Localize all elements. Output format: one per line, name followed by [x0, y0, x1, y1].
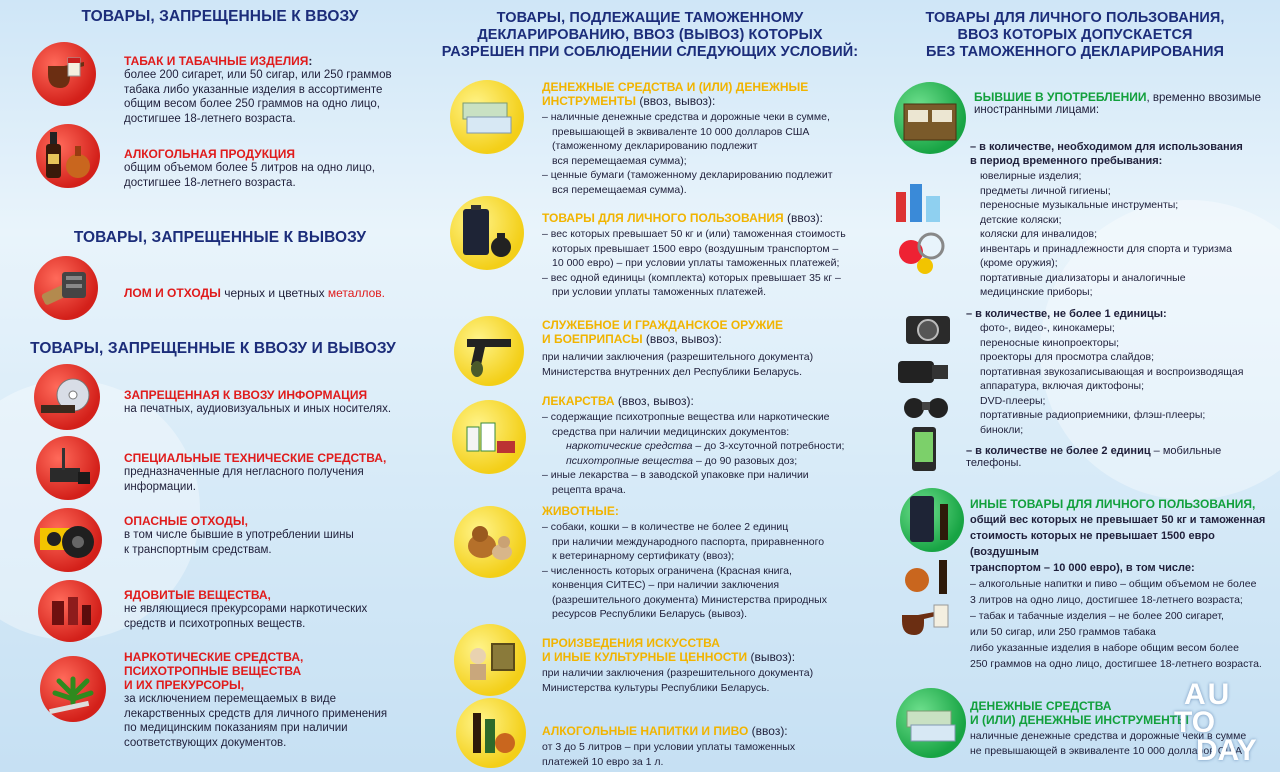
watermark-text: AU — [1184, 678, 1232, 711]
animals-item — [542, 504, 868, 622]
personal-goods-item — [542, 211, 868, 300]
art-mode: (вывоз): — [747, 650, 796, 664]
bottle-icon — [36, 124, 100, 188]
alcohol-text-line: достигшее 18-летнего возраста. — [124, 176, 296, 189]
scrap-metal-icon — [34, 256, 98, 320]
drinks-text-line: от 3 до 5 литров – при условии уплаты таможенных — [542, 741, 796, 753]
one-unit-list-item: портативная звукозаписывающая и воспроизводящая — [980, 365, 1244, 378]
scrap-item — [124, 286, 424, 300]
animals-text-line: (разрешительного документа) Министерства природных — [552, 593, 827, 606]
luggage-icon — [900, 488, 964, 552]
animals-text-line: – численность которых ограничена (Красная книга, — [542, 564, 792, 577]
animals-title: ЖИВОТНЫЕ: — [542, 504, 619, 518]
money-allowed-title-line: И (ИЛИ) ДЕНЕЖНЫЕ ИНСТРУМЕНТЫ — [970, 713, 1189, 727]
money-item — [542, 80, 868, 197]
personal-goods-text-line: при условии уплаты таможенных платежей. — [552, 286, 767, 298]
narcotics-text-line: по медицинским показаниям при наличии — [124, 722, 348, 734]
temporary-stay-list-item: коляски для инвалидов; — [980, 228, 1098, 240]
suitcase-icon — [450, 196, 524, 270]
scrap-text: черных и цветных — [220, 286, 328, 300]
medicines-text-line: средства при наличии медицинских документов: — [552, 425, 790, 438]
tobacco-text-line: общим весом более 250 граммов на одно лицо, — [124, 98, 380, 110]
other-goods-list-item: – алкогольные напитки и пиво – общим объемом не более — [970, 578, 1257, 590]
money-mode: (ввоз, вывоз): — [636, 94, 716, 108]
no-declaration-title-line: БЕЗ ТАМОЖЕННОГО ДЕКЛАРИРОВАНИЯ — [925, 44, 1224, 60]
narcotics-text-line: лекарственных средств для личного применения — [124, 707, 388, 720]
art-item — [542, 636, 868, 695]
used-goods-item — [974, 90, 1274, 116]
weapons-text-line: Министерства внутренних дел Республики Беларусь. — [542, 365, 803, 378]
animals-text-line: ресурсов Республики Беларусь (вывоз). — [552, 608, 748, 620]
temporary-stay-list-item: инвентарь и принадлежности для спорта и туризма — [980, 242, 1232, 255]
animals-icon — [454, 506, 526, 578]
one-unit-list-item: аппаратура, включая диктофоны; — [980, 380, 1145, 392]
heading-import-prohibited: ТОВАРЫ, ЗАПРЕЩЕННЫЕ К ВВОЗУ — [81, 8, 359, 25]
drinks-item — [542, 724, 868, 769]
pistol-icon — [454, 316, 524, 386]
drinks-icon — [456, 698, 526, 768]
temporary-stay-head-line: в период временного пребывания: — [970, 155, 1163, 167]
cosmetics-icon — [890, 184, 950, 224]
pipe-icon — [32, 42, 96, 106]
narcotics-text-line: соответствующих документов. — [124, 736, 287, 749]
money-allowed-text-line: наличные денежные средства и дорожные чеки в сумме — [970, 730, 1247, 742]
bottle-glass-icon — [898, 560, 960, 596]
art-text-line: при наличии заключения (разрешительного документа) — [542, 667, 814, 679]
two-units-text: – мобильные телефоны. — [966, 445, 1222, 469]
weapons-mode: (ввоз, вывоз): — [642, 332, 722, 346]
temporary-stay-list-item: медицинские приборы; — [980, 286, 1093, 298]
alcohol-text-line: общим объемом более 5 литров на одно лицо, — [124, 162, 375, 174]
banknotes-icon — [450, 80, 524, 154]
one-unit-list-item: бинокли; — [980, 423, 1024, 436]
mobile-phone-icon — [904, 426, 944, 474]
temporary-stay-list-item: детские коляски; — [980, 213, 1062, 226]
hazardous-waste-title: ОПАСНЫЕ ОТХОДЫ — [124, 514, 245, 528]
hazardous-waste-text-line: к транспортным средствам. — [124, 543, 272, 556]
narcotics-text-line: за исключением перемещаемых в виде — [124, 693, 336, 705]
heading-export-prohibited: ТОВАРЫ, ЗАПРЕЩЕННЫЕ К ВЫВОЗУ — [73, 229, 367, 246]
animals-text-line: конвенция СИТЕС) – при наличии заключения — [552, 579, 780, 591]
medicines-psychotropic-limit: – до 90 разовых доз; — [693, 454, 798, 467]
no-declaration-title-line: ВВОЗ КОТОРЫХ ДОПУСКАЕТСЯ — [957, 27, 1193, 43]
medicines-title: ЛЕКАРСТВА — [542, 394, 615, 408]
weapons-title-line: И БОЕПРИПАСЫ — [542, 332, 643, 346]
one-unit-list-item: переносные кинопроекторы; — [980, 336, 1120, 349]
tobacco-title: ТАБАК И ТАБАЧНЫЕ ИЗДЕЛИЯ — [124, 54, 309, 68]
other-goods-list-item: 250 граммов на одно лицо, достигшее 18-летнего возраста. — [970, 658, 1262, 670]
technical-means-text-line: предназначенные для негласного получения — [124, 466, 364, 478]
medicines-text-line: – содержащие психотропные вещества или наркотические — [542, 411, 830, 423]
money-text-line: вся перемещаемая сумма). — [552, 183, 687, 196]
tobacco-text-line: более 200 сигарет, или 50 сигар, или 250 граммов — [124, 69, 392, 81]
hazardous-waste-text-line: в том числе бывшие в употреблении шины — [124, 529, 354, 541]
money-title-line: ИНСТРУМЕНТЫ — [542, 94, 637, 108]
disc-icon — [34, 364, 100, 430]
other-goods-list-item: или 50 сигар, или 250 граммов табака — [970, 626, 1156, 638]
drinks-text-line: платежей 10 евро за 1 л. — [542, 755, 664, 768]
watermark-text: TO — [1174, 706, 1216, 739]
information-item — [124, 388, 424, 417]
money-text-line: – наличные денежные средства и дорожные чеки в сумме, — [542, 111, 830, 123]
used-goods-text: иностранными лицами: — [974, 104, 1100, 116]
temporary-stay-list-item: предметы личной гигиены; — [980, 184, 1111, 197]
one-unit-list-item: портативные радиоприемники, флэш-плееры; — [980, 409, 1206, 421]
information-title: ЗАПРЕЩЕННАЯ К ВВОЗУ ИНФОРМАЦИЯ — [124, 388, 368, 402]
narcotics-title-line: ПСИХОТРОПНЫЕ ВЕЩЕСТВА — [124, 664, 302, 678]
other-goods-head-line: транспортом – 10 000 евро), в том числе: — [970, 562, 1195, 574]
drinks-title: АЛКОГОЛЬНЫЕ НАПИТКИ И ПИВО — [542, 724, 749, 738]
declaration-title-line: РАЗРЕШЕН ПРИ СОБЛЮДЕНИИ СЛЕДУЮЩИХ УСЛОВИЙ: — [441, 44, 859, 60]
drinks-mode: (ввоз): — [748, 724, 788, 738]
two-units-head: – в количестве не более 2 единиц — [966, 445, 1151, 457]
banknotes-icon — [896, 688, 966, 758]
two-units-line — [966, 445, 1274, 469]
other-goods-head-line: стоимость которых не превышает 1500 евро (воздушным — [970, 530, 1215, 558]
temporary-stay-list-item: переносные музыкальные инструменты; — [980, 199, 1179, 211]
information-text: на печатных, аудиовизуальных и иных носителях. — [124, 403, 392, 415]
one-unit-block — [966, 308, 1274, 437]
watermark-logo — [1164, 678, 1274, 768]
used-goods-text: , временно ввозимые — [1146, 92, 1262, 104]
personal-goods-text-line: которых превышает 1500 евро (воздушным транспортом – — [552, 242, 839, 255]
one-unit-head: – в количестве, не более 1 единицы: — [966, 308, 1167, 320]
watermark-text: DAY — [1196, 734, 1257, 767]
declaration-title-line: ДЕКЛАРИРОВАНИЮ, ВВОЗ (ВЫВОЗ) КОТОРЫХ — [477, 27, 823, 43]
artwork-icon — [454, 624, 526, 696]
technical-means-comma: , — [382, 451, 387, 465]
one-unit-list-item: DVD-плееры; — [980, 394, 1046, 407]
narcotics-item — [124, 650, 424, 750]
heading-no-declaration — [890, 10, 1260, 61]
personal-goods-text-line: – вес которых превышает 50 кг и (или) таможенная стоимость — [542, 228, 846, 240]
pipe-cigarettes-icon — [896, 600, 956, 648]
other-goods-title: ИНЫЕ ТОВАРЫ ДЛЯ ЛИЧНОГО ПОЛЬЗОВАНИЯ, — [970, 497, 1256, 511]
briefcase-icon — [894, 82, 966, 154]
weapons-text-line: при наличии заключения (разрешительного документа) — [542, 351, 814, 363]
other-goods-list-item: – табак и табачные изделия – не более 200 сигарет, — [970, 610, 1224, 622]
personal-goods-text-line: – вес одной единицы (комплекта) которых превышает 35 кг – — [542, 271, 841, 284]
poison-title: ЯДОВИТЫЕ ВЕЩЕСТВА, — [124, 588, 271, 602]
scrap-end: металлов. — [327, 286, 385, 300]
declaration-title-line: ТОВАРЫ, ПОДЛЕЖАЩИЕ ТАМОЖЕННОМУ — [496, 10, 804, 26]
weapons-title-line: СЛУЖЕБНОЕ И ГРАЖДАНСКОЕ ОРУЖИЕ — [542, 318, 783, 332]
medicines-text-line: – иные лекарства – в заводской упаковке при наличии — [542, 469, 809, 481]
medicines-item — [542, 394, 868, 497]
alcohol-title: АЛКОГОЛЬНАЯ ПРОДУКЦИЯ — [124, 147, 296, 161]
animals-text-line: – собаки, кошки – в количестве не более 2 единиц — [542, 521, 789, 533]
tobacco-item — [124, 54, 424, 126]
cannabis-leaf-icon — [40, 656, 106, 722]
money-text-line: (таможенному декларированию подлежит — [552, 140, 758, 152]
money-text-line: вся перемещаемая сумма); — [552, 154, 687, 167]
tobacco-text-line: табака либо указанные изделия в ассортименте — [124, 83, 383, 96]
animals-text-line: при наличии международного паспорта, приравненного — [552, 535, 825, 548]
hazardous-waste-item — [124, 514, 424, 557]
device-icon — [36, 436, 100, 500]
other-goods-item — [970, 497, 1274, 672]
poison-text-line: средств и психотропных веществ. — [124, 617, 306, 630]
other-goods-list-item: 3 литров на одно лицо, достигшее 18-летнего возраста; — [970, 594, 1243, 606]
weapons-item — [542, 318, 868, 379]
money-text-line: – ценные бумаги (таможенному декларированию подлежит — [542, 169, 833, 181]
personal-goods-mode: (ввоз): — [783, 211, 823, 225]
column-no-declaration — [870, 0, 1280, 772]
scrap-title: ЛОМ И ОТХОДЫ — [124, 286, 221, 300]
personal-goods-text-line: 10 000 евро) – при условии уплаты таможенных платежей; — [552, 257, 840, 269]
money-allowed-title-line: ДЕНЕЖНЫЕ СРЕДСТВА — [970, 699, 1112, 713]
medicines-mode: (ввоз, вывоз): — [614, 394, 694, 408]
poison-item — [124, 588, 424, 631]
animals-text-line: к ветеринарному сертификату (ввоз); — [552, 550, 735, 562]
other-goods-head-line: общий вес которых не превышает 50 кг и таможенная — [970, 514, 1266, 526]
personal-goods-title: ТОВАРЫ ДЛЯ ЛИЧНОГО ПОЛЬЗОВАНИЯ — [542, 211, 784, 225]
other-goods-list-item: либо указанные изделия в наборе общим весом более — [970, 642, 1239, 654]
narcotics-title-line: И ИХ ПРЕКУРСОРЫ, — [124, 678, 245, 692]
medicine-icon — [452, 400, 526, 474]
technical-means-text-line: информации. — [124, 480, 196, 493]
temporary-stay-list-item: ювелирные изделия; — [980, 170, 1082, 182]
poison-text-line: не являющиеся прекурсорами наркотических — [124, 603, 368, 615]
medicines-psychotropic-label: психотропные вещества — [566, 454, 694, 467]
one-unit-list-item: проекторы для просмотра слайдов; — [980, 351, 1154, 363]
medicines-narcotic-label: наркотические средства — [566, 440, 693, 452]
medicines-narcotic-limit: – до 3-хсуточной потребности; — [692, 440, 845, 452]
column-prohibited — [0, 0, 430, 772]
tobacco-text-line: достигшее 18-летнего возраста. — [124, 112, 296, 125]
art-title-line: И ИНЫЕ КУЛЬТУРНЫЕ ЦЕННОСТИ — [542, 650, 748, 664]
art-text-line: Министерства культуры Республики Беларусь. — [542, 681, 770, 694]
money-text-line: превышающей в эквиваленте 10 000 долларов США — [552, 125, 810, 138]
no-declaration-title-line: ТОВАРЫ ДЛЯ ЛИЧНОГО ПОЛЬЗОВАНИЯ, — [925, 10, 1225, 26]
sports-gear-icon — [890, 228, 952, 276]
poison-bottles-icon — [38, 580, 102, 642]
tire-hazard-icon — [34, 508, 102, 572]
heading-both-prohibited: ТОВАРЫ, ЗАПРЕЩЕННЫЕ К ВВОЗУ И ВЫВОЗУ — [30, 340, 396, 357]
heading-declaration — [436, 10, 864, 61]
one-unit-list-item: фото-, видео-, кинокамеры; — [980, 322, 1115, 334]
money-title-line: ДЕНЕЖНЫЕ СРЕДСТВА И (ИЛИ) ДЕНЕЖНЫЕ — [542, 80, 809, 94]
temporary-stay-list-item: (кроме оружия); — [980, 257, 1058, 269]
narcotics-title-line: НАРКОТИЧЕСКИЕ СРЕДСТВА, — [124, 650, 304, 664]
hazardous-waste-comma: , — [244, 514, 248, 528]
temporary-stay-head-line: – в количестве, необходимом для использования — [970, 141, 1243, 153]
tobacco-colon: : — [308, 54, 313, 68]
column-declaration — [430, 0, 870, 772]
temporary-stay-list-item: портативные диализаторы и аналогичные — [980, 271, 1186, 284]
temporary-stay-block — [970, 140, 1274, 300]
art-title-line: ПРОИЗВЕДЕНИЯ ИСКУССТВА — [542, 636, 720, 650]
money-allowed-text-line: не превышающей в эквиваленте 10 000 долларов США — [970, 744, 1242, 757]
binoculars-icon — [896, 394, 956, 420]
alcohol-item — [124, 147, 424, 190]
technical-means-item — [124, 451, 424, 494]
medicines-text-line: рецепта врача. — [552, 483, 626, 496]
used-goods-title: БЫВШИЕ В УПОТРЕБЛЕНИИ — [974, 90, 1147, 104]
technical-means-title: СПЕЦИАЛЬНЫЕ ТЕХНИЧЕСКИЕ СРЕДСТВА — [124, 451, 383, 465]
